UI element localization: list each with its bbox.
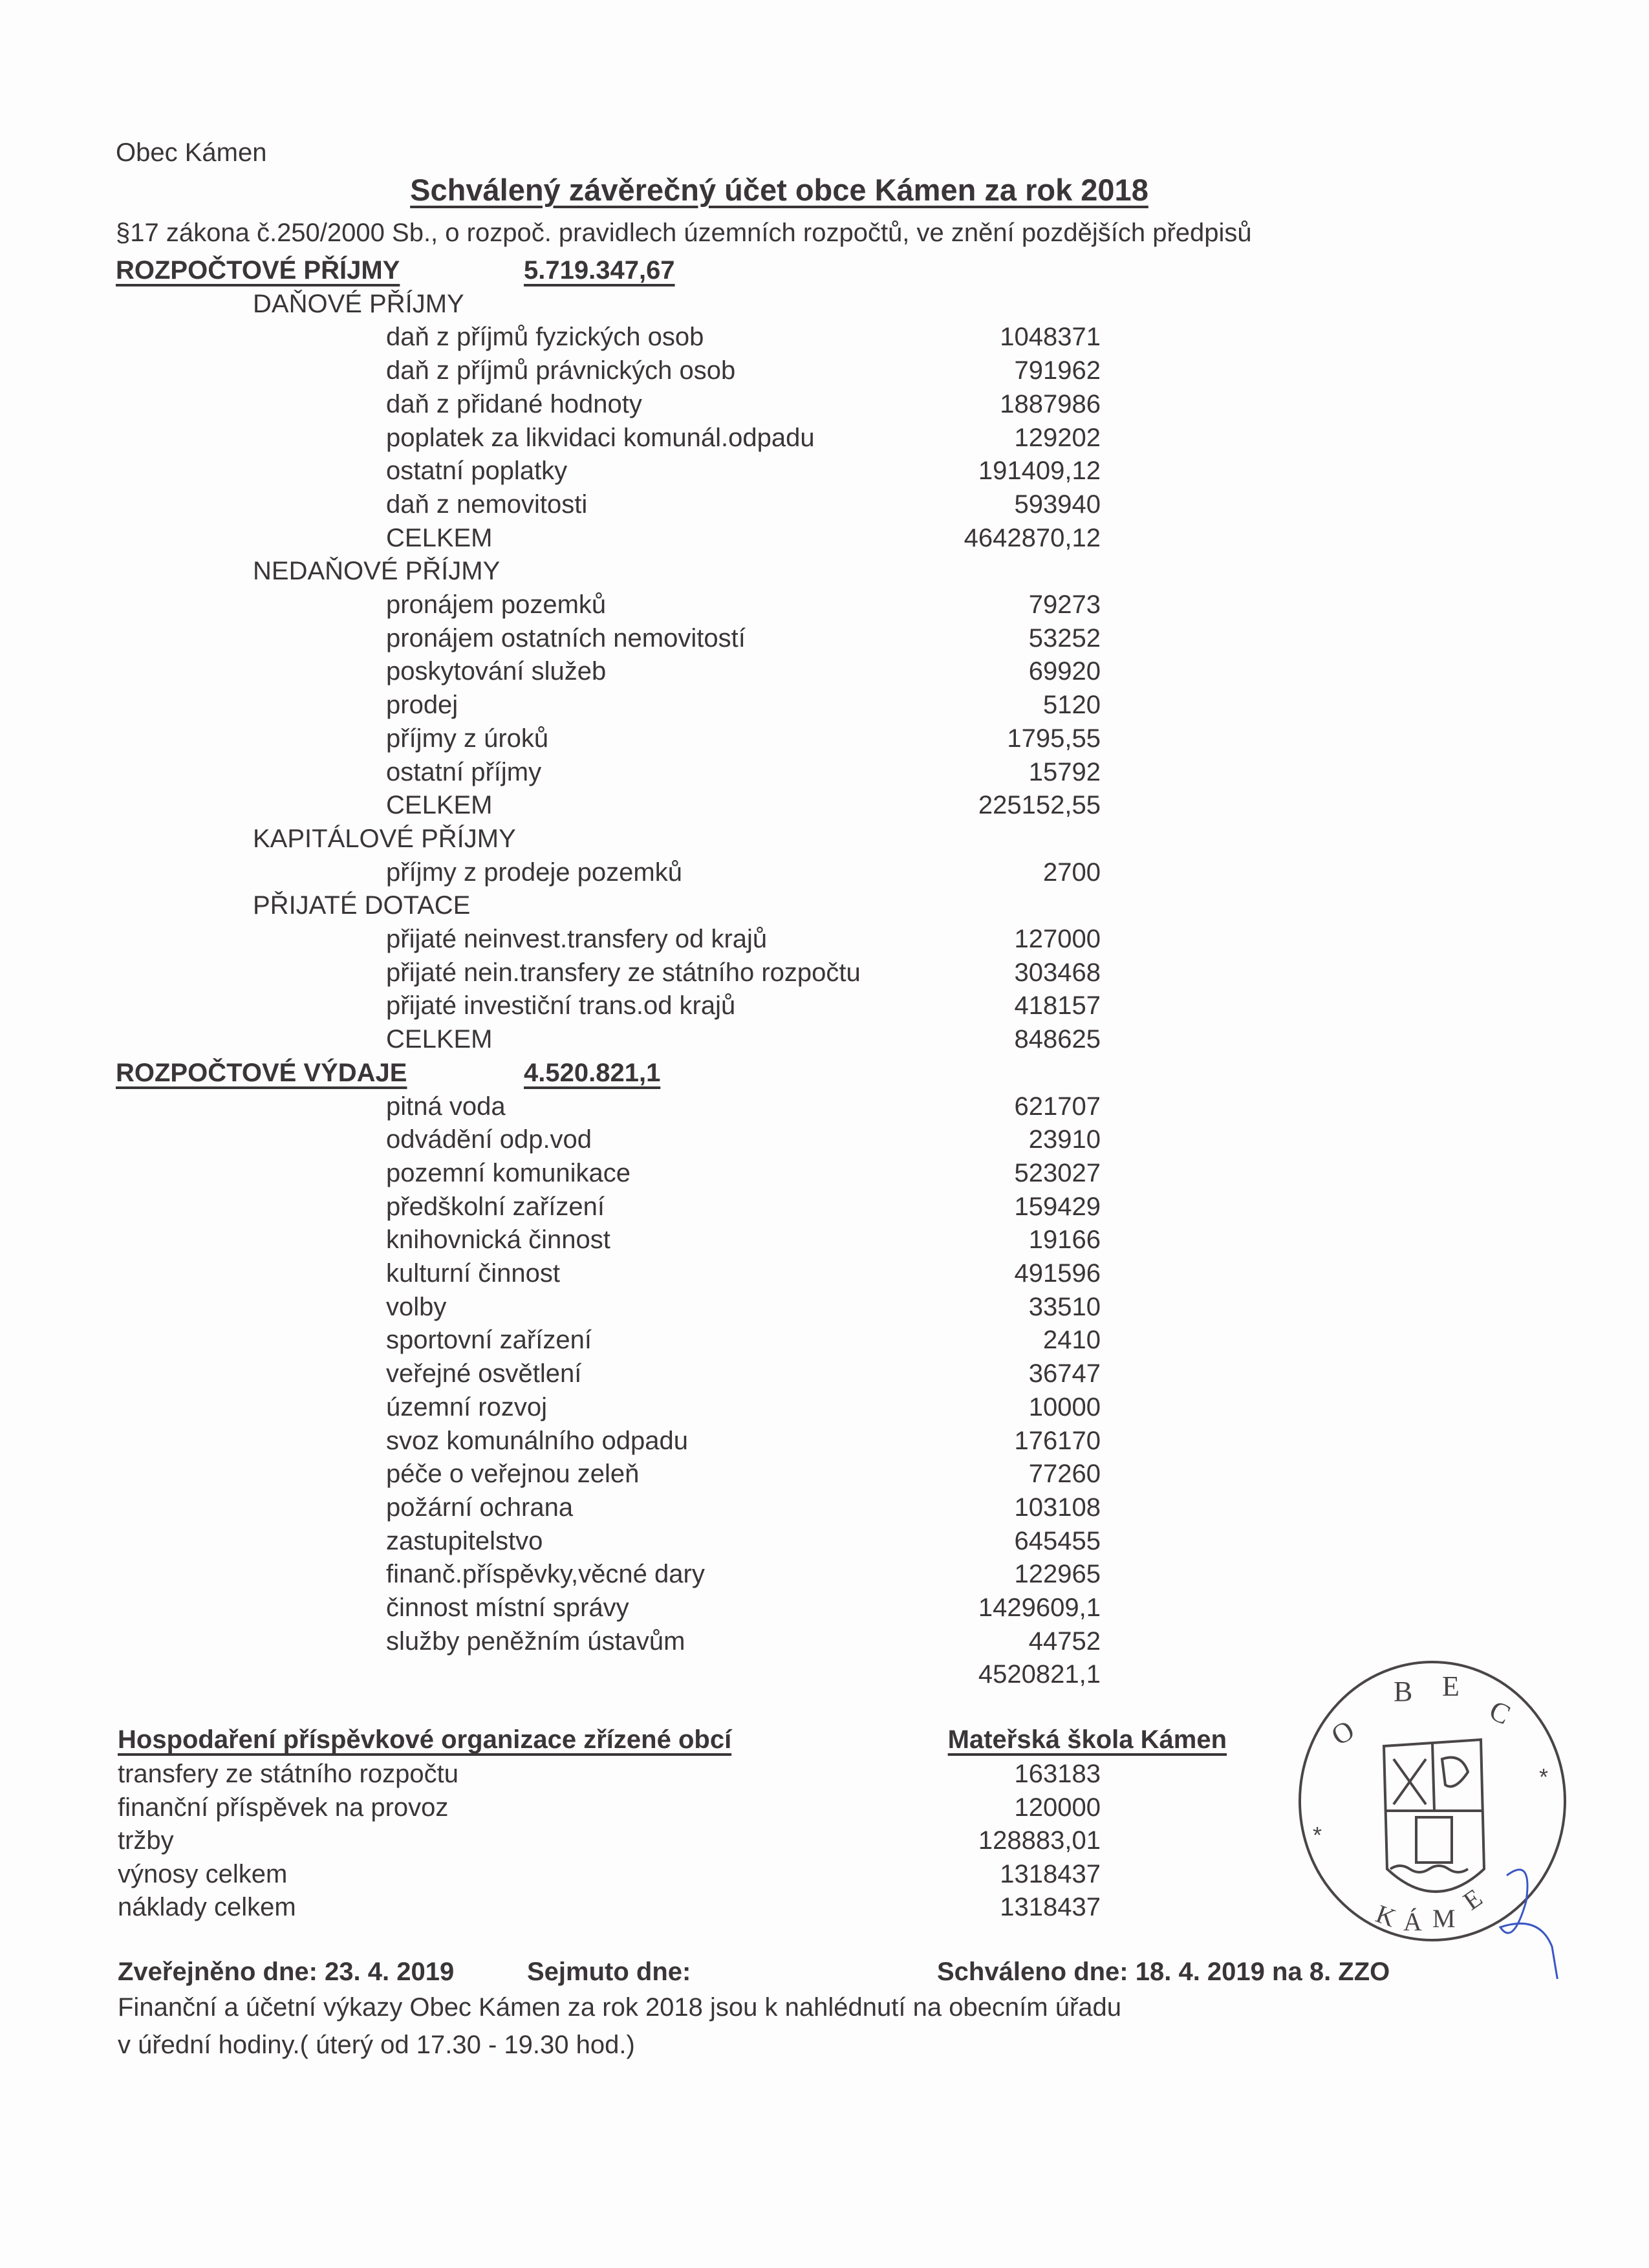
budget-row-cat xyxy=(0,889,1649,922)
row-label: příjmy z úroků xyxy=(386,724,549,753)
svg-text:M: M xyxy=(1432,1904,1456,1933)
row-value: 2700 xyxy=(1043,858,1101,887)
svg-text:*: * xyxy=(1313,1822,1322,1848)
row-label: odvádění odp.vod xyxy=(386,1125,592,1154)
row-value: 191409,12 xyxy=(978,457,1101,486)
row-label: svoz komunálního odpadu xyxy=(386,1426,688,1455)
row-value: 15792 xyxy=(1028,757,1101,786)
row-label: služby peněžním ústavům xyxy=(386,1626,685,1656)
row-value: 418157 xyxy=(1014,991,1101,1021)
svg-text:B: B xyxy=(1394,1676,1413,1707)
row-label: veřejné osvětlení xyxy=(386,1359,582,1388)
budget-row-item xyxy=(0,488,1649,521)
row-label: poskytování služeb xyxy=(386,657,607,686)
row-label: přijaté neinvest.transfery od krajů xyxy=(386,925,768,953)
row-value: 129202 xyxy=(1014,423,1101,452)
row-value: 791962 xyxy=(1014,356,1101,385)
budget-row-item xyxy=(0,856,1649,889)
row-label: PŘIJATÉ DOTACE xyxy=(253,891,471,920)
row-label: daň z nemovitosti xyxy=(386,490,588,519)
removed-date: Sejmuto dne: xyxy=(527,1958,691,1986)
row-value: 4520821,1 xyxy=(978,1660,1101,1689)
row-label: předškolní zařízení xyxy=(386,1192,605,1221)
row-value: 10000 xyxy=(1028,1392,1101,1421)
row-value: 491596 xyxy=(1014,1259,1101,1288)
published-date: Zveřejněno dne: 23. 4. 2019 xyxy=(118,1958,455,1986)
row-label: DAŇOVÉ PŘÍJMY xyxy=(253,289,464,318)
row-value: 4.520.821,1 xyxy=(524,1058,661,1087)
row-value: 69920 xyxy=(1028,657,1101,686)
row-value: 120000 xyxy=(1014,1793,1101,1822)
row-label: činnost místní správy xyxy=(386,1593,629,1622)
svg-text:K: K xyxy=(1372,1899,1400,1933)
row-value: 5.719.347,67 xyxy=(524,256,675,285)
budget-row-total xyxy=(0,788,1649,822)
budget-row-item xyxy=(0,1591,1649,1625)
row-label: transfery ze státního rozpočtu xyxy=(118,1760,458,1788)
row-label: přijaté investiční trans.od krajů xyxy=(386,991,736,1021)
budget-row-item xyxy=(0,1524,1649,1558)
row-label: daň z přidané hodnoty xyxy=(386,389,642,418)
row-label: CELKEM xyxy=(386,791,493,820)
row-value: 1429609,1 xyxy=(978,1593,1101,1622)
budget-row-item xyxy=(0,1323,1649,1357)
row-label: volby xyxy=(386,1292,447,1321)
budget-row-item xyxy=(0,1257,1649,1290)
row-value: 163183 xyxy=(1014,1760,1101,1788)
row-label: poplatek za likvidaci komunál.odpadu xyxy=(386,423,815,452)
budget-row-cat xyxy=(0,287,1649,321)
budget-row-item xyxy=(0,755,1649,789)
row-value: 593940 xyxy=(1014,490,1101,519)
row-value: 36747 xyxy=(1028,1359,1101,1388)
municipal-stamp xyxy=(1287,1656,1597,1979)
row-value: 5120 xyxy=(1043,691,1101,720)
row-value: 1795,55 xyxy=(1007,724,1101,753)
budget-row-total xyxy=(0,521,1649,555)
svg-text:E: E xyxy=(1458,1883,1488,1916)
budget-row-item xyxy=(0,1625,1649,1658)
row-label: pozemní komunikace xyxy=(386,1158,630,1187)
budget-row-item xyxy=(0,387,1649,421)
row-label: knihovnická činnost xyxy=(386,1226,610,1255)
budget-row-item xyxy=(0,1457,1649,1491)
organization-heading: Hospodaření příspěvkové organizace zřízené obcí xyxy=(118,1725,732,1754)
row-label: sportovní zařízení xyxy=(386,1326,592,1355)
budget-row-item xyxy=(0,1223,1649,1257)
budget-row-item xyxy=(0,1090,1649,1123)
row-label: příjmy z prodeje pozemků xyxy=(386,858,682,887)
row-value: 621707 xyxy=(1014,1092,1101,1121)
row-value: 79273 xyxy=(1028,590,1101,619)
signature xyxy=(1500,1870,1558,1979)
row-label: zastupitelstvo xyxy=(386,1526,543,1555)
row-label: ROZPOČTOVÉ PŘÍJMY xyxy=(116,256,400,285)
budget-row-item xyxy=(0,1123,1649,1156)
footer-note-line-2: v úřední hodiny.( úterý od 17.30 - 19.30 hod.) xyxy=(118,2031,635,2059)
row-label: finanční příspěvek na provoz xyxy=(118,1793,449,1822)
row-value: 1048371 xyxy=(1000,323,1101,352)
row-value: 44752 xyxy=(1028,1626,1101,1656)
row-label: územní rozvoj xyxy=(386,1392,547,1421)
row-value: 2410 xyxy=(1043,1326,1101,1355)
row-label: výnosy celkem xyxy=(118,1859,288,1888)
row-label: ostatní poplatky xyxy=(386,457,568,486)
budget-row-item xyxy=(0,688,1649,722)
row-value: 23910 xyxy=(1028,1125,1101,1154)
row-label: péče o veřejnou zeleň xyxy=(386,1460,640,1489)
row-label: finanč.příspěvky,věcné dary xyxy=(386,1560,705,1589)
budget-row-item xyxy=(0,1357,1649,1390)
budget-row-item xyxy=(0,922,1649,956)
row-label: prodej xyxy=(386,691,458,720)
row-value: 4642870,12 xyxy=(964,523,1101,552)
budget-row-item xyxy=(0,354,1649,387)
budget-row-item xyxy=(0,421,1649,455)
row-value: 159429 xyxy=(1014,1192,1101,1221)
row-value: 645455 xyxy=(1014,1526,1101,1555)
svg-text:C: C xyxy=(1484,1694,1516,1731)
budget-row-item xyxy=(0,1290,1649,1324)
row-value: 122965 xyxy=(1014,1560,1101,1589)
budget-row-item xyxy=(0,621,1649,655)
row-value: 77260 xyxy=(1028,1460,1101,1489)
row-label: CELKEM xyxy=(386,523,493,552)
budget-row-total xyxy=(0,1022,1649,1056)
row-value: 103108 xyxy=(1014,1493,1101,1522)
row-value: 303468 xyxy=(1014,958,1101,987)
row-value: 848625 xyxy=(1014,1025,1101,1054)
svg-text:Á: Á xyxy=(1403,1907,1422,1936)
row-label: náklady celkem xyxy=(118,1893,296,1921)
budget-row-section xyxy=(0,1056,1649,1090)
row-value: 176170 xyxy=(1014,1426,1101,1455)
row-label: NEDAŇOVÉ PŘÍJMY xyxy=(253,557,501,586)
row-value: 225152,55 xyxy=(978,791,1101,820)
row-label: ROZPOČTOVÉ VÝDAJE xyxy=(116,1058,407,1087)
svg-text:O: O xyxy=(1326,1714,1360,1752)
row-value: 33510 xyxy=(1028,1292,1101,1321)
budget-row-item xyxy=(0,1190,1649,1224)
budget-row-item xyxy=(0,722,1649,755)
budget-row-item xyxy=(0,1390,1649,1424)
row-value: 127000 xyxy=(1014,925,1101,953)
law-reference: §17 zákona č.250/2000 Sb., o rozpoč. pravidlech územních rozpočtů, ve znění pozdějších předpisů xyxy=(116,219,1252,247)
row-label: ostatní příjmy xyxy=(386,757,542,786)
row-label: tržby xyxy=(118,1826,174,1855)
approved-date: Schváleno dne: 18. 4. 2019 na 8. ZZO xyxy=(937,1958,1390,1986)
document-title: Schválený závěrečný účet obce Kámen za rok 2018 xyxy=(410,173,1148,207)
footer-note-line-1: Finanční a účetní výkazy Obec Kámen za rok 2018 jsou k nahlédnutí na obecním úřadu xyxy=(118,1993,1122,2022)
budget-row-item xyxy=(0,1156,1649,1190)
budget-row-cat xyxy=(0,822,1649,856)
row-label: požární ochrana xyxy=(386,1493,574,1522)
row-label: KAPITÁLOVÉ PŘÍJMY xyxy=(253,824,516,853)
row-value: 1887986 xyxy=(1000,389,1101,418)
budget-row-item xyxy=(0,1557,1649,1591)
row-label: pronájem ostatních nemovitostí xyxy=(386,623,746,653)
organization-name: Mateřská škola Kámen xyxy=(947,1725,1227,1754)
budget-row-item xyxy=(0,654,1649,688)
budget-row-item xyxy=(0,956,1649,989)
row-value: 19166 xyxy=(1028,1226,1101,1255)
budget-row-item xyxy=(0,320,1649,354)
row-label: pitná voda xyxy=(386,1092,506,1121)
budget-row-item xyxy=(0,1424,1649,1458)
row-label: kulturní činnost xyxy=(386,1259,561,1288)
budget-row-item xyxy=(0,1491,1649,1524)
row-label: přijaté nein.transfery ze státního rozpočtu xyxy=(386,958,861,987)
budget-row-section xyxy=(0,254,1649,287)
row-value: 128883,01 xyxy=(978,1826,1101,1855)
row-label: daň z příjmů fyzických osob xyxy=(386,323,704,352)
row-label: pronájem pozemků xyxy=(386,590,607,619)
budget-row-cat xyxy=(0,554,1649,588)
svg-text:E: E xyxy=(1442,1670,1460,1702)
budget-row-item xyxy=(0,989,1649,1022)
budget-row-item xyxy=(0,454,1649,488)
row-value: 1318437 xyxy=(1000,1859,1101,1888)
row-label: daň z příjmů právnických osob xyxy=(386,356,736,385)
municipality-name: Obec Kámen xyxy=(116,138,267,167)
svg-text:*: * xyxy=(1539,1764,1549,1790)
budget-row-item xyxy=(0,588,1649,621)
row-value: 523027 xyxy=(1014,1158,1101,1187)
row-value: 1318437 xyxy=(1000,1893,1101,1921)
row-label: CELKEM xyxy=(386,1025,493,1054)
row-value: 53252 xyxy=(1028,623,1101,653)
